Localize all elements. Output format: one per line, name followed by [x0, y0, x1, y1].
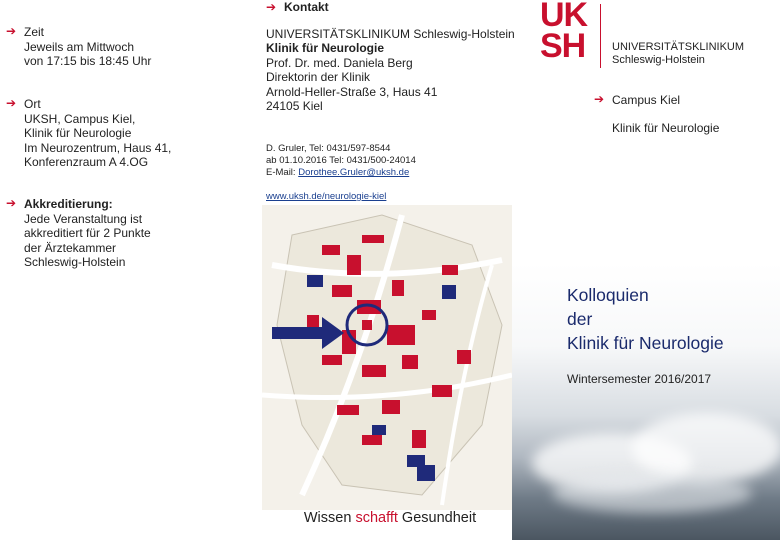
- kontakt-arrow-icon: ➔: [266, 0, 277, 14]
- contact-block: [266, 0, 515, 114]
- contact-phone-block: [266, 143, 416, 179]
- contact-city: 24105 Kiel: [266, 99, 323, 113]
- contact-org: UNIVERSITÄTSKLINIKUM Schleswig-Holstein: [266, 26, 515, 41]
- campus-map-graphic: [262, 205, 512, 510]
- akkreditierung-arrow-icon: ➔: [6, 196, 17, 210]
- akkreditierung-line: akkreditiert für 2 Punkte: [24, 226, 151, 240]
- logo-divider: [600, 4, 601, 68]
- website-link[interactable]: www.uksh.de/neurologie-kiel: [266, 191, 387, 202]
- contact-role: Direktorin der Klinik: [266, 70, 371, 84]
- email-link[interactable]: Dorothee.Gruler@uksh.de: [298, 167, 410, 178]
- cover-title-3: Klinik für Neurologie: [567, 333, 724, 353]
- ort-section: [24, 97, 171, 170]
- ort-line: Konferenzraum A 4.OG: [24, 155, 149, 169]
- contact-person: Prof. Dr. med. Daniela Berg: [266, 55, 413, 70]
- akkreditierung-line: Schleswig-Holstein: [24, 255, 126, 269]
- ort-arrow-icon: ➔: [6, 96, 17, 110]
- email-label: E-Mail:: [266, 167, 299, 178]
- logo-line-2: SH: [540, 27, 586, 65]
- campus-map: [262, 205, 512, 510]
- akkreditierung-section: [24, 197, 151, 270]
- contact-email-line: [266, 167, 416, 179]
- akkreditierung-heading: Akkreditierung:: [24, 197, 113, 211]
- tagline-accent: schafft: [355, 510, 398, 526]
- contact-street: Arnold-Heller-Straße 3, Haus 41: [266, 84, 438, 99]
- zeit-line: von 17:15 bis 18:45 Uhr: [24, 54, 152, 68]
- zeit-heading: Zeit: [24, 25, 45, 39]
- ort-line: Klinik für Neurologie: [24, 126, 132, 140]
- cover-title: [567, 283, 724, 355]
- uksh-logo: [540, 0, 588, 65]
- akkreditierung-line: der Ärztekammer: [24, 240, 117, 255]
- cover-title-2: der: [567, 309, 593, 329]
- tagline-part2: Gesundheit: [397, 510, 477, 526]
- logo-name-2: Schleswig-Holstein: [612, 54, 705, 66]
- ort-line: UKSH, Campus Kiel,: [24, 111, 136, 126]
- logo-name-1: UNIVERSITÄTSKLINIKUM: [612, 41, 745, 53]
- ort-line: Im Neurozentrum, Haus 41,: [24, 140, 172, 155]
- cover-title-1: Kolloquien: [567, 285, 649, 305]
- logo-line-1: UK: [540, 0, 588, 34]
- campus-label: Campus Kiel: [612, 93, 681, 107]
- contact-clinic: Klinik für Neurologie: [266, 41, 385, 55]
- akkreditierung-line: Jede Veranstaltung ist: [24, 211, 143, 226]
- ort-heading: Ort: [24, 97, 41, 111]
- clinic-label: Klinik für Neurologie: [612, 121, 720, 135]
- logo-name: [612, 41, 744, 67]
- cloud-shape: [552, 473, 752, 513]
- zeit-arrow-icon: ➔: [6, 24, 17, 38]
- contact-heading: Kontakt: [284, 0, 329, 14]
- contact-phone-1: D. Gruler, Tel: 0431/597-8544: [266, 143, 391, 154]
- tagline-part1: Wissen: [303, 510, 356, 526]
- zeit-section: [24, 25, 151, 69]
- contact-phone-2: ab 01.10.2016 Tel: 0431/500-24014: [266, 155, 416, 166]
- tagline: [262, 510, 518, 526]
- cover-semester: Wintersemester 2016/2017: [567, 372, 712, 386]
- campus-arrow-icon: ➔: [594, 92, 605, 106]
- zeit-line: Jeweils am Mittwoch: [24, 39, 135, 54]
